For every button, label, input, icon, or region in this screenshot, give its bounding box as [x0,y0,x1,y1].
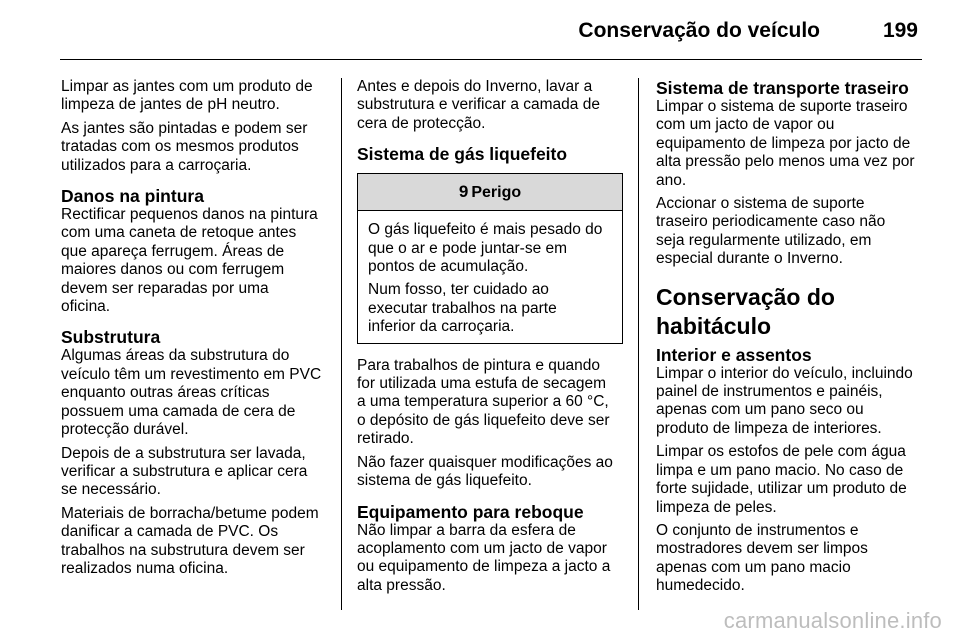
text-line: devem ser reparadas por uma [61,279,269,297]
text-line: tratadas com os mesmos produtos [61,138,299,156]
text-line: protecção durável. [61,421,189,439]
paragraph [61,347,327,439]
text-line: Limpar o sistema de suporte traseiro [656,98,908,115]
paragraph [357,522,625,596]
text-line: Não limpar a barra da esfera de [357,521,576,539]
text-line: O conjunto de instrumentos e [656,521,859,539]
text-line: apenas com um pano seco ou [656,401,864,419]
text-line: Num fosso, ter cuidado ao [368,281,549,299]
text-line: pontos de acumulação. [368,258,529,276]
text-line: alta pressão. [357,576,446,594]
text-line: As jantes são pintadas e podem ser [61,119,308,137]
paragraph [61,120,327,175]
text-line: especial durante o Inverno. [656,250,843,268]
warning-body [358,211,622,342]
text-line: danificar a camada de PVC. Os [61,523,279,541]
text-line: humedecido. [656,577,745,595]
text-line: ano. [656,171,687,189]
column-divider [341,78,342,610]
text-line: retirado. [357,430,414,448]
text-line: limpa e um pano macio. No caso de [656,461,904,479]
text-line: painel de instrumentos e painéis, [656,383,883,401]
page-number: 199 [882,19,918,42]
paragraph [656,195,928,269]
text-line: possuem uma camada de cera de [61,402,296,420]
paragraph [61,78,327,115]
text-line: que o ar e pode juntar-se em [368,239,568,257]
text-line: Rectificar pequenos danos na pintura [61,206,318,224]
text-line: forte sujidade, utilizar um produto de [656,480,907,498]
paragraph [357,454,625,491]
section-heading-reboque: Equipamento para reboque [357,501,584,522]
text-line: ou equipamento de limpeza a jacto a [357,558,611,576]
chapter-heading-habitaculo [656,283,928,341]
text-line: alta pressão pelo menos uma vez por [656,153,915,171]
text-line: veículo têm um revestimento em PVC [61,365,322,383]
text-line: realizados numa oficina. [61,559,229,577]
text-line: acoplamento com um jacto de vapor [357,539,607,557]
text-line: cera de protecção. [357,114,486,132]
text-line: Limpar o interior do veículo, incluindo [656,364,913,382]
section-heading-interior: Interior e assentos [656,344,812,365]
column-divider [638,78,639,610]
paragraph [61,445,327,500]
text-line: limpeza de jantes de pH neutro. [61,96,280,114]
paragraph [61,505,327,579]
text-line: enquanto outras áreas críticas [61,384,270,402]
text-line: oficina. [61,298,111,316]
text-line: Accionar o sistema de suporte [656,195,865,213]
paragraph [656,443,928,517]
text-line: limpeza de peles. [656,498,777,516]
watermark: carmanualsonline.info [723,608,942,633]
text-line: que apareça ferrugem. Áreas de [61,242,285,260]
text-line: sistema de gás liquefeito. [357,472,532,490]
text-line: Conservação do [656,283,835,310]
text-line: substrutura e verificar a camada de [357,96,600,114]
text-line: for utilizada uma estufa de secagem [357,375,606,393]
text-line: apenas com um pano macio [656,558,851,576]
text-line: com um jacto de vapor ou [656,116,835,134]
text-line: executar trabalhos na parte [368,299,557,317]
text-line: traseiro periodicamente caso não [656,213,886,231]
section-heading-danos-pintura: Danos na pintura [61,186,204,207]
section-heading-transporte-traseiro: Sistema de transporte traseiro [656,78,909,98]
text-line: O gás liquefeito é mais pesado do [368,221,603,239]
text-line: maiores danos ou com ferrugem [61,261,285,279]
text-line: se necessário. [61,481,161,499]
text-line: produto de limpeza de interiores. [656,419,882,437]
warning-header [358,174,622,211]
text-line: verificar a substrutura e aplicar cera [61,462,308,480]
header-divider [60,59,922,60]
text-line: seja regularmente utilizado, em [656,231,872,249]
paragraph [656,522,928,596]
column-left [61,78,327,583]
text-line: com uma caneta de retoque antes [61,224,297,242]
column-right [656,78,928,601]
text-line: habitáculo [656,312,772,339]
text-line: mostradores devem ser limpos [656,540,868,558]
paragraph [357,78,625,133]
column-middle [357,78,625,600]
text-line: utilizados para a carroçaria. [61,156,252,174]
paragraph [656,365,928,439]
danger-icon: 9 [458,182,469,202]
paragraph [61,206,327,316]
warning-title: Perigo [471,184,522,202]
text-line: Algumas áreas da substrutura do [61,347,290,365]
text-line: Materiais de borracha/betume podem [61,504,319,522]
section-heading-substrutura: Substrutura [61,327,161,348]
paragraph [368,221,614,276]
text-line: Para trabalhos de pintura e quando [357,356,601,374]
text-line: Antes e depois do Inverno, lavar a [357,78,593,95]
text-line: o depósito de gás liquefeito deve ser [357,411,610,429]
text-line: equipamento de limpeza por jacto de [656,134,911,152]
text-line: Limpar os estofos de pele com água [656,443,906,461]
section-heading-gas-liquefeito: Sistema de gás liquefeito [357,144,568,165]
text-line: Limpar as jantes com um produto de [61,78,313,95]
text-line: Não fazer quaisquer modificações ao [357,453,613,471]
page-header-title: Conservação do veículo [578,19,820,42]
text-line: trabalhos na substrutura devem ser [61,541,305,559]
text-line: a uma temperatura superior a 60 °C, [357,393,609,411]
text-line: inferior da carroçaria. [368,318,515,336]
paragraph [357,357,625,449]
text-line: Depois de a substrutura ser lavada, [61,444,306,462]
paragraph [368,281,614,336]
paragraph [656,98,928,190]
warning-box [357,173,623,343]
